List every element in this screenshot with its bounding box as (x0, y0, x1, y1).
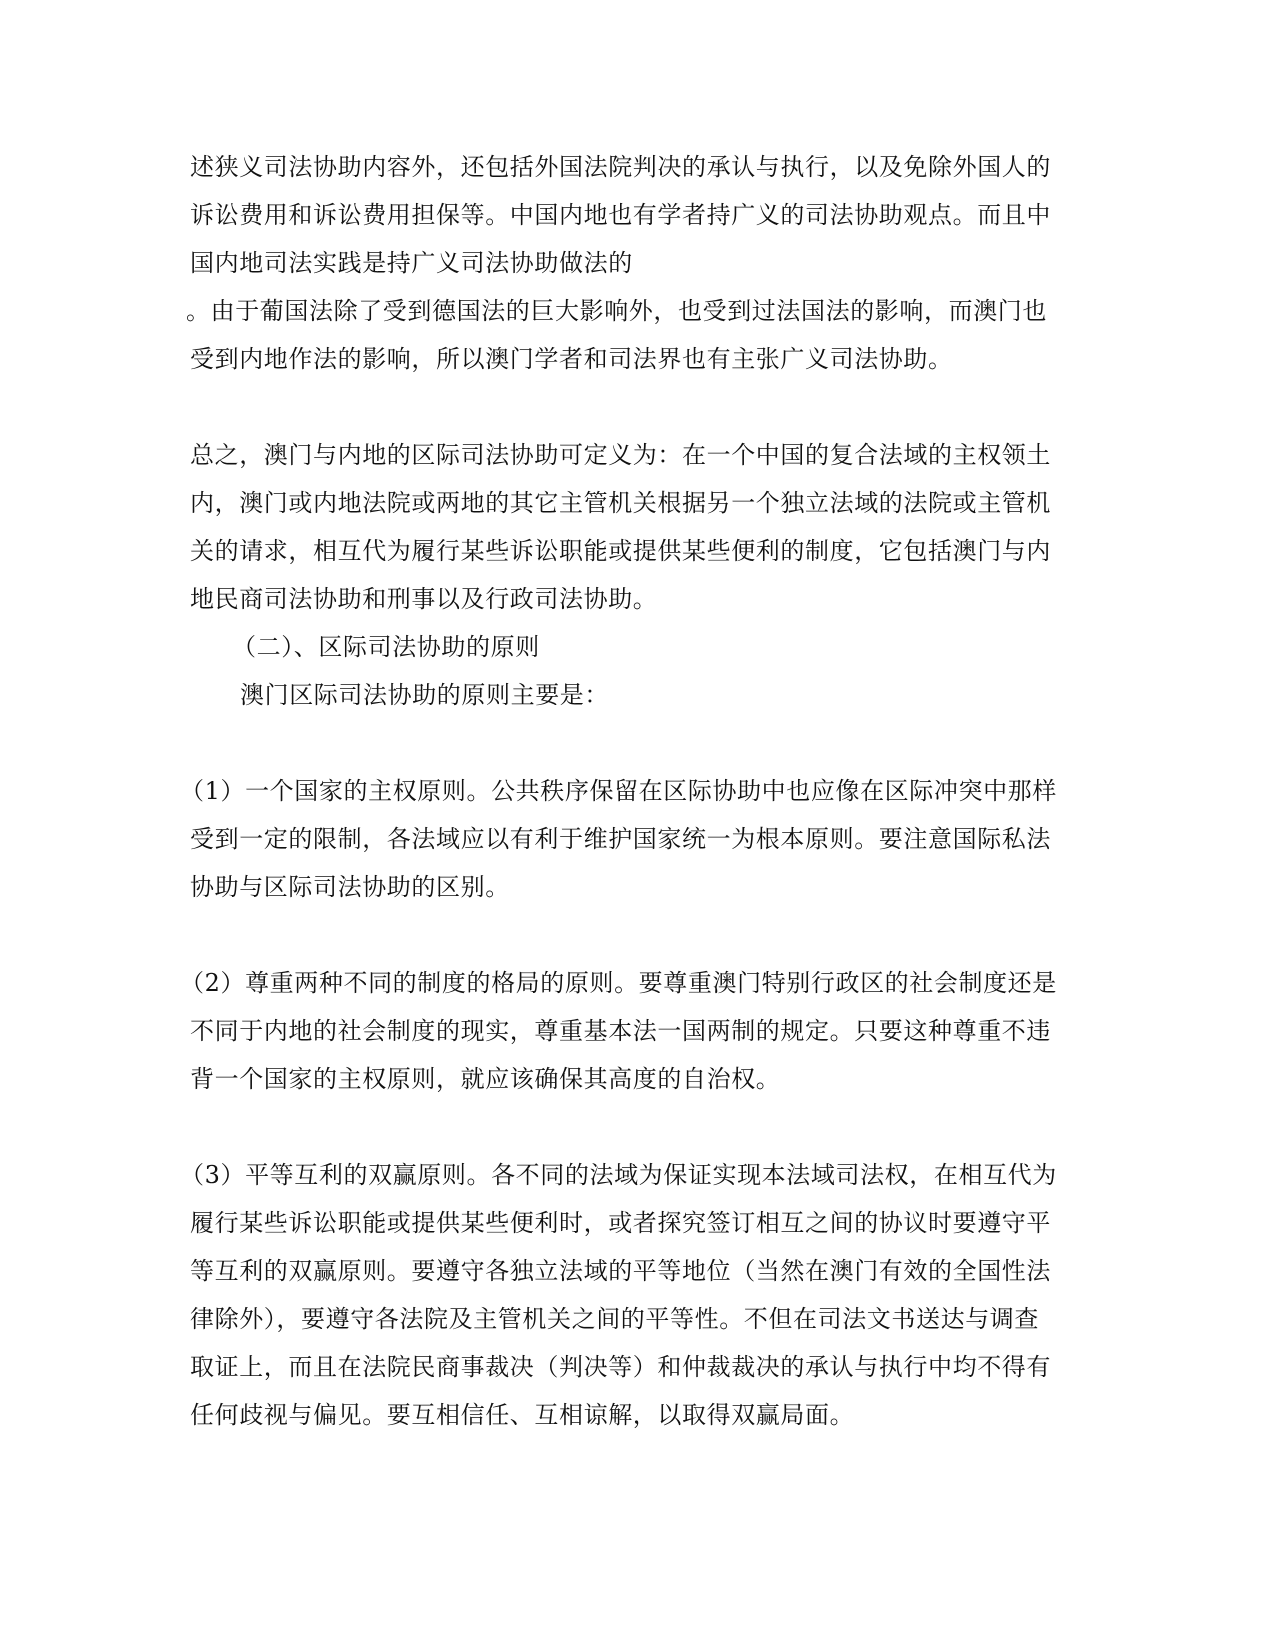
text-line: 国内地司法实践是持广义司法协助做法的 (190, 249, 633, 277)
text-line: 。由于葡国法除了受到德国法的巨大影响外，也受到过法国法的影响，而澳门也 (186, 297, 1047, 325)
text-line: 述狭义司法协助内容外，还包括外国法院判决的承认与执行，以及免除外国人的 (190, 153, 1051, 181)
text-line: 取证上，而且在法院民商事裁决（判决等）和仲裁裁决的承认与执行中均不得有 (190, 1353, 1051, 1381)
text-line: 受到一定的限制，各法域应以有利于维护国家统一为根本原则。要注意国际私法 (190, 825, 1051, 853)
text-line: 律除外），要遵守各法院及主管机关之间的平等性。不但在司法文书送达与调查 (190, 1305, 1039, 1333)
text-line: 澳门区际司法协助的原则主要是： (240, 681, 609, 709)
text-line: 地民商司法协助和刑事以及行政司法协助。 (190, 585, 658, 613)
text-line: 协助与区际司法协助的区别。 (190, 873, 510, 901)
text-line: 背一个国家的主权原则，就应该确保其高度的自治权。 (190, 1065, 781, 1093)
text-line: （3）平等互利的双赢原则。各不同的法域为保证实现本法域司法权，在相互代为 (180, 1161, 1057, 1189)
text-line: 不同于内地的社会制度的现实，尊重基本法一国两制的规定。只要这种尊重不违 (190, 1017, 1051, 1045)
text-line: 诉讼费用和诉讼费用担保等。中国内地也有学者持广义的司法协助观点。而且中 (190, 201, 1051, 229)
text-line: 受到内地作法的影响，所以澳门学者和司法界也有主张广义司法协助。 (190, 345, 953, 373)
text-line: 等互利的双赢原则。要遵守各独立法域的平等地位（当然在澳门有效的全国性法 (190, 1257, 1051, 1285)
text-line: （1）一个国家的主权原则。公共秩序保留在区际协助中也应像在区际冲突中那样 (180, 777, 1057, 805)
text-line: （2）尊重两种不同的制度的格局的原则。要尊重澳门特别行政区的社会制度还是 (180, 969, 1057, 997)
text-line: 任何歧视与偏见。要互相信任、互相谅解，以取得双赢局面。 (190, 1401, 855, 1429)
text-line: 内，澳门或内地法院或两地的其它主管机关根据另一个独立法域的法院或主管机 (190, 489, 1051, 517)
text-line: 履行某些诉讼职能或提供某些便利时，或者探究签订相互之间的协议时要遵守平 (190, 1209, 1051, 1237)
section-heading: （二）、区际司法协助的原则 (232, 633, 540, 661)
text-line: 关的请求，相互代为履行某些诉讼职能或提供某些便利的制度，它包括澳门与内 (190, 537, 1051, 565)
text-line: 总之，澳门与内地的区际司法协助可定义为：在一个中国的复合法域的主权领土 (190, 441, 1051, 469)
